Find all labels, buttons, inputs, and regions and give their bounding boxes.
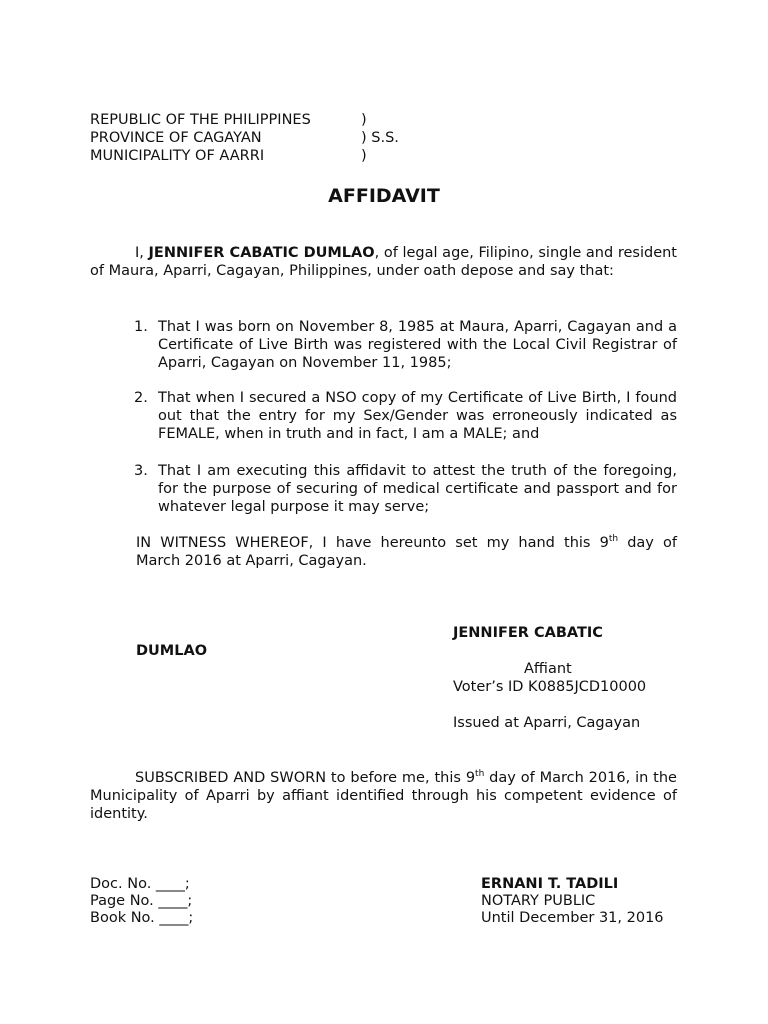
affiant-name-part-2: DUMLAO: [136, 643, 208, 659]
list-item-number: 2.: [134, 390, 148, 406]
venue-republic: REPUBLIC OF THE PHILIPPINES: [90, 112, 311, 128]
jurat-paragraph: [90, 769, 677, 823]
list-item-text: That I was born on November 8, 1985 at Maura, Aparri, Cagayan and a Certificate of Live Birth was registered with the Local Civil Registrar of Aparri, Cagayan on November 11, 1985;: [158, 319, 677, 371]
list-item: [134, 389, 677, 443]
list-item-number: 1.: [134, 319, 148, 335]
affiant-role: Affiant: [524, 661, 572, 677]
intro-prefix: I,: [135, 245, 144, 261]
venue-province: PROVINCE OF CAGAYAN: [90, 130, 262, 146]
intro-paragraph: [90, 244, 677, 280]
list-item-text: That when I secured a NSO copy of my Certificate of Live Birth, I found out that the entry for my Sex/Gender was erroneously indicated as FEMALE, when in truth and in fact, I am a MALE; and: [158, 390, 677, 442]
jurat-text: SUBSCRIBED AND SWORN to before me, this 9: [135, 770, 476, 786]
venue-bracket-3: ): [361, 148, 367, 164]
list-item-text: That I am executing this affidavit to attest the truth of the foregoing, for the purpose of securing of medical certificate and passport and for whatever legal purpose it may serve;: [158, 463, 677, 515]
notary-name: ERNANI T. TADILI: [481, 876, 619, 892]
page-number: Page No. ____;: [90, 893, 193, 909]
affiant-id-issued: Issued at Aparri, Cagayan: [453, 715, 641, 731]
venue-municipality: MUNICIPALITY OF AARRI: [90, 148, 265, 164]
witness-ordinal: th: [608, 534, 619, 545]
witness-text-end: day of: [618, 535, 677, 551]
venue-bracket-ss: ) S.S.: [361, 130, 399, 146]
document-title: AFFIDAVIT: [328, 185, 440, 207]
witness-text: IN WITNESS WHEREOF, I have hereunto set my hand this 9: [136, 535, 609, 551]
affiant-voter-id: Voter’s ID K0885JCD10000: [453, 679, 647, 695]
jurat-text-end: day of March 2016, in the Municipality of Aparri by affiant identified through his competent evidence of identity.: [90, 770, 677, 822]
list-item: [134, 318, 677, 372]
jurat-ordinal: th: [475, 769, 485, 780]
affiant-name-part-1: JENNIFER CABATIC: [453, 625, 603, 641]
affiant-name-inline: JENNIFER CABATIC DUMLAO: [148, 245, 375, 261]
book-number: Book No. ____;: [90, 910, 194, 926]
notary-commission-until: Until December 31, 2016: [481, 910, 664, 926]
list-item-number: 3.: [134, 463, 148, 479]
notary-title: NOTARY PUBLIC: [481, 893, 596, 909]
witness-line-1: [136, 534, 677, 552]
venue-bracket-1: ): [361, 112, 367, 128]
witness-line-2: March 2016 at Aparri, Cagayan.: [136, 553, 367, 569]
intro-rest: , of legal age, Filipino, single and resident of Maura, Aparri, Cagayan, Philippines, under oath depose and say that:: [90, 245, 677, 279]
doc-number: Doc. No. ____;: [90, 876, 190, 892]
list-item: [134, 462, 677, 516]
